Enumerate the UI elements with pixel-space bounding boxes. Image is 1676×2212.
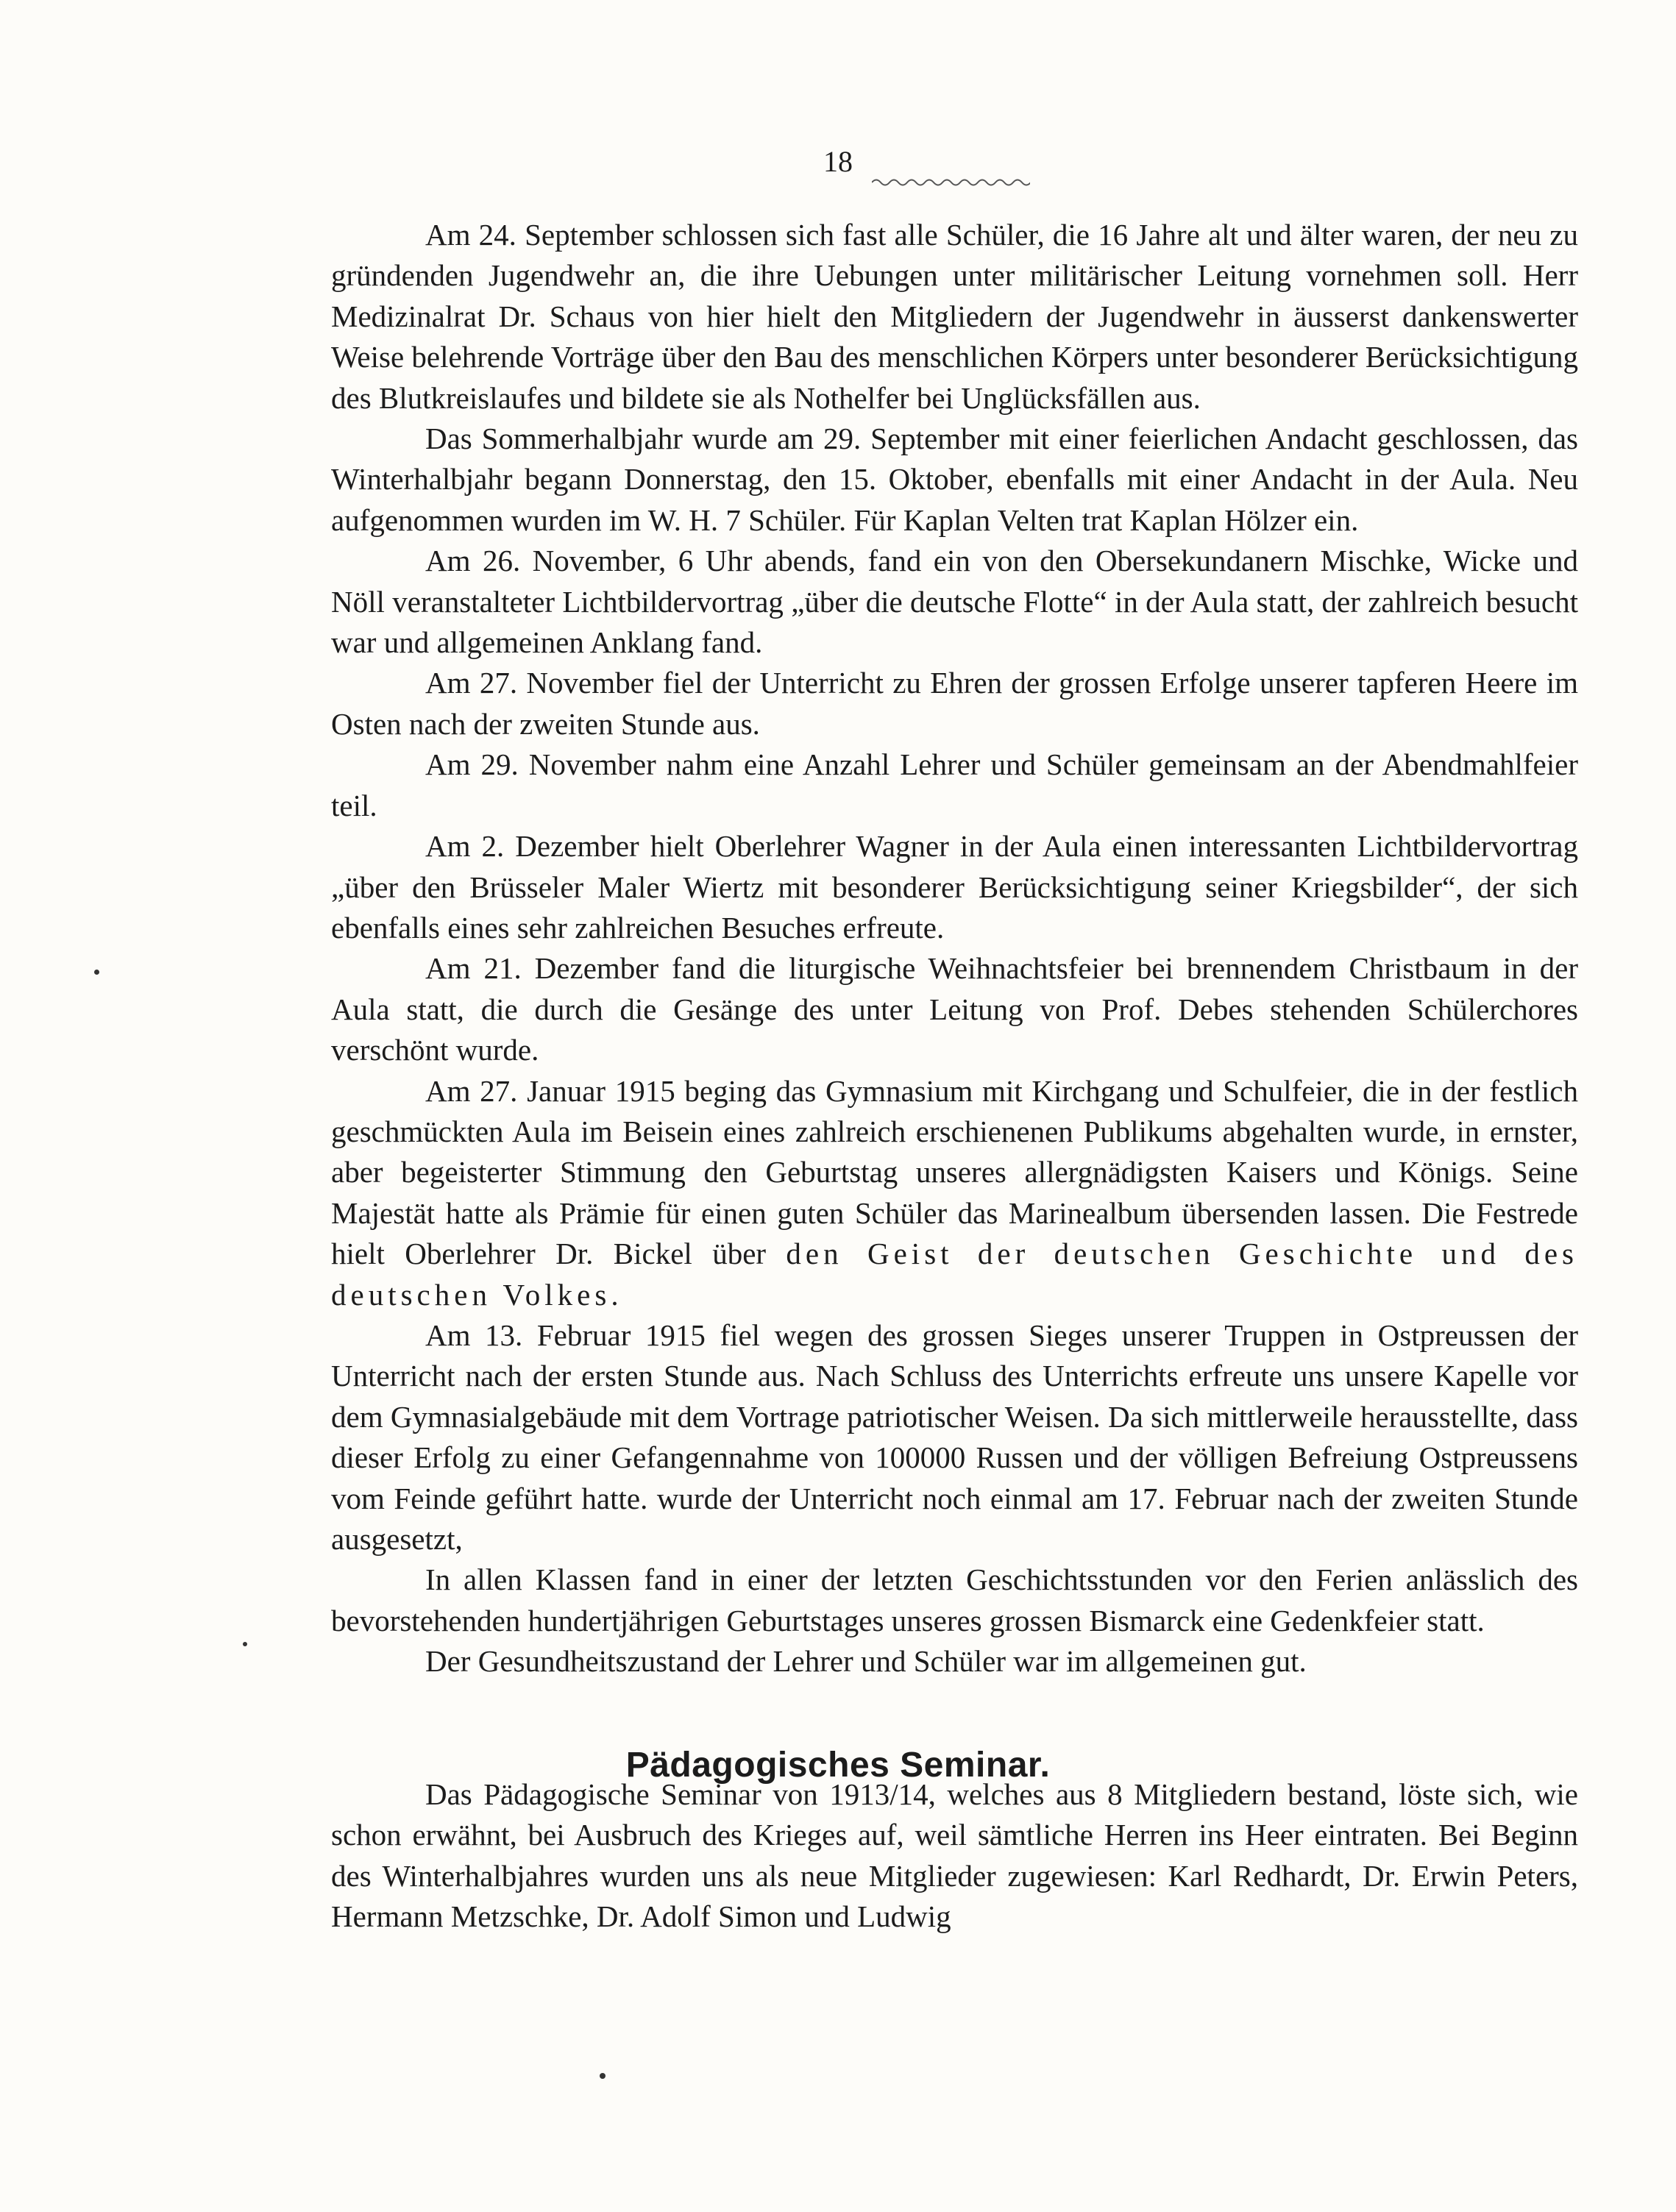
paragraph: Am 21. Dezember fand die liturgische Weihnachtsfeier bei brennendem Christbaum in der Aula statt, die durch die Gesänge des unter Leitung von Prof. Debes stehenden Schülerchores verschönt wurde. [331,951,1578,1067]
emphasized-speech-title: den Geist der deutschen Geschichte und des deutschen Volkes. [331,1237,1578,1312]
paper-speck [243,1642,247,1646]
paragraph: Am 24. September schlossen sich fast alle Schüler, die 16 Jahre alt und älter waren, der neu zu gründenden Jugendwehr an, die ihre Uebungen unter militärischer Leitung vornehmen soll. Herr Medizinalrat Dr. Schaus von hier hielt den Mitgliedern der Jugendwehr in äusserst dankenswerter Weise belehrende Vorträge über den Bau des menschlichen Körpers unter besonderer Berücksichtigung des Blutkreislaufes und bildete sie als Nothelfer bei Unglücksfällen aus. [331,218,1578,415]
seminar-text [331,1774,1578,1938]
section-heading: Pädagogisches Seminar. [625,1746,1051,1785]
paragraph: Am 29. November nahm eine Anzahl Lehrer und Schüler gemeinsam an der Abendmahlfeier teil. [331,747,1578,822]
paragraph: Am 26. November, 6 Uhr abends, fand ein von den Obersekundanern Mischke, Wicke und Nöll veranstalteter Lichtbildervortrag „über die deutsche Flotte“ in der Aula statt, der zahlreich besucht war und allgemeinen Anklang fand. [331,544,1578,660]
paragraph: Am 13. Februar 1915 fiel wegen des grossen Sieges unserer Truppen in Ostpreussen der Unterricht nach der ersten Stunde aus. Nach Schluss des Unterrichts erfreute uns unsere Kapelle vor dem Gymnasialgebäude mit dem Vortrage patriotischer Weisen. Da sich mittlerweile herausstellte, dass dieser Erfolg zu einer Gefangennahme von 100000 Russen und der völligen Befreiung Ostpreussens vom Feinde geführt hatte. wurde der Unterricht noch einmal am 17. Februar nach der zweiten Stunde ausgesetzt, [331,1317,1578,1556]
paragraph [331,1071,1578,1315]
page-number: 18 [823,145,853,178]
wavy-ornament-icon [872,177,1030,188]
paragraph: Am 2. Dezember hielt Oberlehrer Wagner in der Aula einen interessanten Lichtbildervortrag „über den Brüsseler Maler Wiertz mit besonderer Berücksichtigung seiner Kriegsbilder“, der sich ebenfalls eines sehr zahlreichen Besuches erfreute. [331,829,1578,945]
paragraph: Das Pädagogische Seminar von 1913/14, welches aus 8 Mitgliedern bestand, löste sich, wie schon erwähnt, bei Ausbruch des Krieges auf, weil sämtliche Herren ins Heer eintraten. Bei Beginn des Winterhalbjahres wurden uns als neue Mitglieder zugewiesen: Karl Redhardt, Dr. Erwin Peters, Hermann Metzschke, Dr. Adolf Simon und Ludwig [331,1777,1578,1934]
paper-speck [94,970,99,975]
chronicle-text [331,215,1578,1682]
paragraph-text: Am 27. Januar 1915 beging das Gymnasium mit Kirchgang und Schulfeier, die in der festlich geschmückten Aula im Beisein eines zahlreich erschienenen Publikums abgehalten wurde, in ernster, aber begeisterter Stimmung den Geburtstag unseres allergnädigsten Kaisers und Königs. Seine Majestät hatte als Prämie für einen guten Schüler das Marinealbum übersenden lassen. Die Festrede hielt Oberlehrer Dr. Bickel über [331,1073,1578,1271]
paragraph: Am 27. November fiel der Unterricht zu Ehren der grossen Erfolge unserer tapferen Heere im Osten nach der zweiten Stunde aus. [331,666,1578,741]
paragraph: In allen Klassen fand in einer der letzten Geschichtsstunden vor den Ferien anlässlich des bevorstehenden hundertjährigen Geburtstages unseres grossen Bismarck eine Gedenkfeier statt. [331,1562,1578,1637]
paper-speck [600,2073,606,2079]
paragraph: Das Sommerhalbjahr wurde am 29. September mit einer feierlichen Andacht geschlossen, das Winterhalbjahr begann Donnerstag, den 15. Oktober, ebenfalls mit einer Andacht in der Aula. Neu aufgenommen wurden im W. H. 7 Schüler. Für Kaplan Velten trat Kaplan Hölzer ein. [331,422,1578,537]
paragraph: Der Gesundheitszustand der Lehrer und Schüler war im allgemeinen gut. [425,1644,1307,1679]
